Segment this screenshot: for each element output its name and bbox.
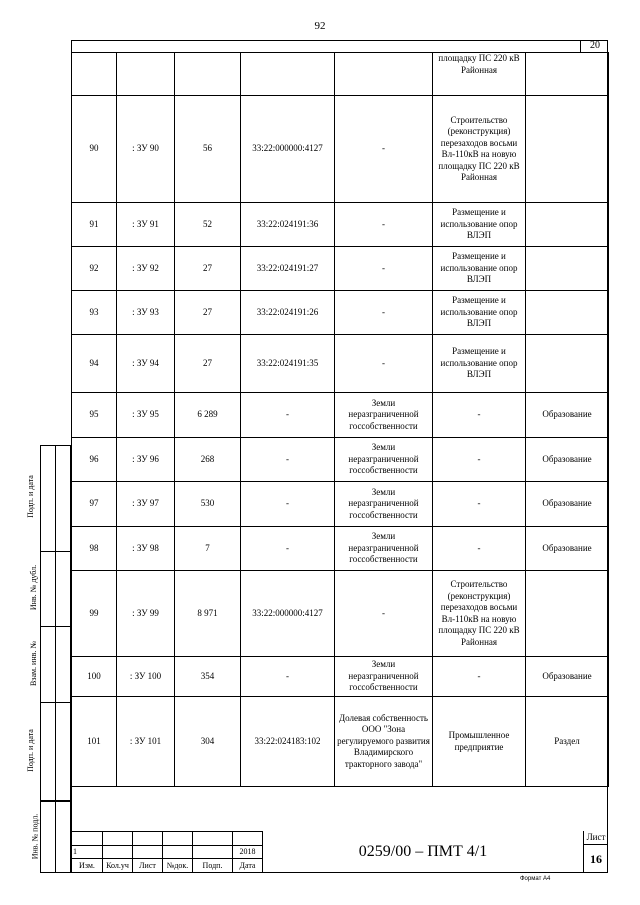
row-number <box>72 53 117 96</box>
land-category: - <box>335 96 433 203</box>
table-row <box>72 291 609 335</box>
table-row <box>72 527 609 571</box>
header-podp: Подп. <box>193 859 233 873</box>
permitted-use: Строительство (реконструкция) перезаходов восьми Вл-110кВ на новую площадку ПС 220 кВ Районная <box>433 571 526 657</box>
table-row <box>72 657 609 697</box>
margin-label-inv-podl: Инв. № подл. <box>30 813 40 860</box>
plot-designation: : ЗУ 94 <box>117 335 175 393</box>
margin-label-podp-data: Подп. и дата <box>25 475 35 518</box>
row-number: 100 <box>72 657 117 697</box>
table-row <box>72 697 609 787</box>
row-number: 94 <box>72 335 117 393</box>
cadastral-number: 33:22:000000:4127 <box>241 571 335 657</box>
plot-area: 7 <box>175 527 241 571</box>
plot-area: 6 289 <box>175 393 241 438</box>
land-category: Земли неразграниченной госсобственности <box>335 482 433 527</box>
note: Раздел <box>526 697 609 787</box>
plot-designation: : ЗУ 100 <box>117 657 175 697</box>
table-row <box>72 571 609 657</box>
margin-label-podp-data-2: Подп. и дата <box>25 729 35 772</box>
row-number: 91 <box>72 203 117 247</box>
permitted-use: Размещение и использование опор ВЛЭП <box>433 335 526 393</box>
plot-designation: : ЗУ 92 <box>117 247 175 291</box>
permitted-use: Размещение и использование опор ВЛЭП <box>433 247 526 291</box>
cadastral-number: - <box>241 393 335 438</box>
revision-number: 1 <box>72 845 103 859</box>
cadastral-number <box>241 53 335 96</box>
note: Образование <box>526 527 609 571</box>
plot-designation: : ЗУ 93 <box>117 291 175 335</box>
cadastral-number: 33:22:024191:27 <box>241 247 335 291</box>
land-category: Земли неразграниченной госсобственности <box>335 657 433 697</box>
land-category: - <box>335 203 433 247</box>
sheet-corner-number: 20 <box>580 40 609 53</box>
row-number: 92 <box>72 247 117 291</box>
plot-area: 27 <box>175 291 241 335</box>
permitted-use: - <box>433 393 526 438</box>
permitted-use: - <box>433 657 526 697</box>
table-row <box>72 438 609 482</box>
land-category <box>335 53 433 96</box>
plot-designation: : ЗУ 96 <box>117 438 175 482</box>
row-number: 90 <box>72 96 117 203</box>
land-category: Земли неразграниченной госсобственности <box>335 527 433 571</box>
plot-area: 27 <box>175 335 241 393</box>
note <box>526 203 609 247</box>
title-block-grid <box>71 831 263 873</box>
approval-strip-upper <box>25 445 71 801</box>
plot-area: 8 971 <box>175 571 241 657</box>
plot-designation: : ЗУ 91 <box>117 203 175 247</box>
plot-designation: : ЗУ 95 <box>117 393 175 438</box>
land-category: Земли неразграниченной госсобственности <box>335 393 433 438</box>
sheet-number: 16 <box>590 852 602 866</box>
permitted-use: Строительство (реконструкция) перезаходов восьми Вл-110кВ на новую площадку ПС 220 кВ Районная <box>433 96 526 203</box>
header-ndok: №док. <box>163 859 193 873</box>
row-number: 97 <box>72 482 117 527</box>
row-number: 95 <box>72 393 117 438</box>
header-list: Лист <box>133 859 163 873</box>
approval-strip-lower <box>30 801 71 873</box>
plot-area: 304 <box>175 697 241 787</box>
sheet-number-box <box>584 831 608 873</box>
cadastral-number: 33:22:024191:26 <box>241 291 335 335</box>
header-data: Дата <box>233 859 263 873</box>
row-number: 101 <box>72 697 117 787</box>
land-category: - <box>335 571 433 657</box>
note <box>526 291 609 335</box>
plot-area: 268 <box>175 438 241 482</box>
land-category: - <box>335 291 433 335</box>
permitted-use: Размещение и использование опор ВЛЭП <box>433 203 526 247</box>
permitted-use: Промышленное предприятие <box>433 697 526 787</box>
table-row <box>72 96 609 203</box>
table-row <box>72 247 609 291</box>
plot-area: 56 <box>175 96 241 203</box>
cadastral-number: - <box>241 527 335 571</box>
note <box>526 247 609 291</box>
document-code: 0259/00 – ПМТ 4/1 <box>262 831 584 873</box>
note <box>526 335 609 393</box>
plot-designation: : ЗУ 98 <box>117 527 175 571</box>
cadastral-number: 33:22:024191:35 <box>241 335 335 393</box>
cadastral-number: 33:22:024183:102 <box>241 697 335 787</box>
row-number: 98 <box>72 527 117 571</box>
cadastral-number: 33:22:000000:4127 <box>241 96 335 203</box>
table-row <box>72 393 609 438</box>
land-plots-table <box>71 52 609 787</box>
format-note: Формат А4 <box>520 876 551 882</box>
table-row <box>72 335 609 393</box>
margin-label-vzam-inv: Взам. инв. № <box>29 640 39 687</box>
land-category: Земли неразграниченной госсобственности <box>335 438 433 482</box>
plot-designation: : ЗУ 90 <box>117 96 175 203</box>
permitted-use: - <box>433 438 526 482</box>
plot-designation: : ЗУ 101 <box>117 697 175 787</box>
land-category: Долевая собственность ООО "Зона регулируемого развития Владимирского тракторного завода" <box>335 697 433 787</box>
sheet-label: Лист <box>584 831 608 845</box>
permitted-use: Размещение и использование опор ВЛЭП <box>433 291 526 335</box>
note: Образование <box>526 482 609 527</box>
note: Образование <box>526 438 609 482</box>
plot-area <box>175 53 241 96</box>
note <box>526 53 609 96</box>
header-kolich: Кол.уч <box>103 859 133 873</box>
cadastral-number: - <box>241 438 335 482</box>
page-number: 92 <box>314 20 326 32</box>
plot-area: 27 <box>175 247 241 291</box>
plot-area: 530 <box>175 482 241 527</box>
cadastral-number: 33:22:024191:36 <box>241 203 335 247</box>
table-row <box>72 203 609 247</box>
row-number: 93 <box>72 291 117 335</box>
plot-area: 52 <box>175 203 241 247</box>
land-category: - <box>335 247 433 291</box>
note <box>526 571 609 657</box>
land-category: - <box>335 335 433 393</box>
cadastral-number: - <box>241 657 335 697</box>
note: Образование <box>526 657 609 697</box>
plot-area: 354 <box>175 657 241 697</box>
revision-year: 2018 <box>233 845 263 859</box>
table-row <box>72 53 609 96</box>
permitted-use: площадку ПС 220 кВ Районная <box>433 53 526 96</box>
header-izm: Изм. <box>72 859 103 873</box>
row-number: 96 <box>72 438 117 482</box>
plot-designation: : ЗУ 97 <box>117 482 175 527</box>
permitted-use: - <box>433 527 526 571</box>
row-number: 99 <box>72 571 117 657</box>
note: Образование <box>526 393 609 438</box>
plot-designation: : ЗУ 99 <box>117 571 175 657</box>
table-row <box>72 482 609 527</box>
note <box>526 96 609 203</box>
plot-designation <box>117 53 175 96</box>
permitted-use: - <box>433 482 526 527</box>
cadastral-number: - <box>241 482 335 527</box>
margin-label-inv-dubl: Инв. № дубл. <box>29 564 39 611</box>
